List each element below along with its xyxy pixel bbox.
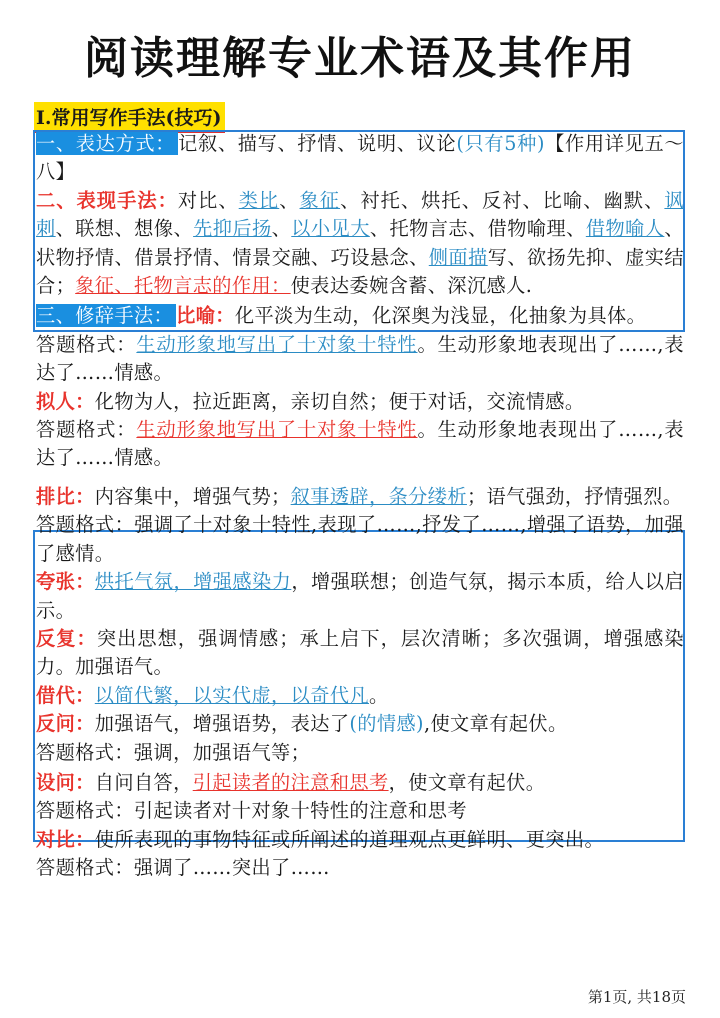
performance-heading: 二、表现手法：	[36, 188, 178, 212]
performance-techniques: 二、表现手法：对比、类比、象征、衬托、烘托、反衬、比喻、幽默、讽刺、联想、想像、先抑后扬、以小见大、托物言志、借物喻理、借物喻人、状物抒情、借景抒情、情景交融、巧设悬念、侧面描写、欲扬先抑、虚实结合；象征、托物言志的作用：使表达委婉含蓄、深沉感人.	[36, 188, 685, 298]
expression-heading: 一、表达方式：	[36, 132, 178, 155]
term-link: 讽刺	[36, 188, 684, 241]
section-heading: I.常用写作手法(技巧)	[34, 102, 225, 133]
symbol-effect-label: 象征、托物言志的作用：	[75, 274, 291, 298]
main-content	[36, 130, 684, 883]
rhetorical-question-item: 反问：加强语气，增强语势，表达了(的情感),使文章有起伏。	[36, 712, 568, 736]
term-link: 类比	[238, 188, 280, 212]
repetition-item: 反复：突出思想，强调情感；承上启下，层次清晰；多次强调，增强感染力。加强语气。	[36, 626, 685, 679]
metaphor-format: 答题格式：生动形象地写出了十对象十特性。生动形象地表现出了……,表达了……情感。	[36, 332, 685, 385]
question-answer-format: 答题格式：引起读者对十对象十特性的注意和思考	[36, 799, 467, 823]
metonymy-link: 以简代繁，以实代虚，以奇代凡	[94, 683, 369, 707]
hyperbole-link: 烘托气氛，增强感染力	[94, 570, 292, 594]
rhetorical-question-name: 反问：	[36, 712, 95, 736]
page-title: 阅读理解专业术语及其作用	[84, 33, 636, 84]
contrast-item: 对比：使所表现的事物特征或所阐述的道理观点更鲜明、更突出。	[36, 827, 605, 851]
metonymy-item: 借代：以简代繁，以实代虚，以奇代凡。	[36, 683, 389, 707]
expression-methods: 一、表达方式： 记叙、描写、抒情、说明、议论(只有5种)【作用详见五～八】	[36, 132, 684, 184]
format-link: 生动形象地写出了十对象十特性	[136, 418, 418, 442]
term-link: 象征	[299, 188, 341, 212]
metaphor-name: 比喻：	[176, 304, 235, 328]
hyperbole-name: 夸张：	[36, 570, 95, 594]
page-number: 第1页, 共18页	[587, 988, 686, 1006]
personification-format: 答题格式：生动形象地写出了十对象十特性。生动形象地表现出了……,表达了……情感。	[36, 418, 685, 470]
expression-note: (只有5种)	[456, 132, 545, 155]
parallelism-name: 排比：	[36, 484, 95, 508]
term-link: 侧面描	[428, 245, 488, 269]
hyperbole-item: 夸张：烘托气氛，增强感染力，增强联想；创造气氛，揭示本质，给人以启示。	[36, 570, 685, 622]
parallelism-link: 叙事透辟，条分缕析	[290, 484, 467, 508]
contrast-name: 对比：	[36, 827, 95, 851]
metaphor-item: 三、修辞手法： 比喻：化平淡为生动，化深奥为浅显，化抽象为具体。	[36, 304, 647, 328]
term-link: 以小见大	[291, 217, 370, 241]
term-link: 先抑后扬	[193, 217, 272, 241]
personification-name: 拟人：	[36, 389, 95, 413]
rhetorical-question-format: 答题格式：强调，加强语气等；	[36, 740, 311, 764]
rhetoric-heading: 三、修辞手法：	[36, 304, 176, 327]
term-link: 借物喻人	[585, 217, 665, 241]
metonymy-name: 借代：	[36, 683, 95, 707]
contrast-format: 答题格式：强调了……突出了……	[36, 856, 330, 880]
rhetorical-note: (的情感)	[349, 712, 424, 736]
question-answer-link: 引起读者的注意和思考	[192, 770, 389, 794]
format-link: 生动形象地写出了十对象十特性	[136, 332, 418, 356]
question-answer-item: 设问：自问自答，引起读者的注意和思考，使文章有起伏。	[36, 770, 546, 794]
repetition-name: 反复：	[36, 626, 97, 650]
personification-item: 拟人：化物为人，拉近距离，亲切自然；便于对话，交流情感。	[36, 389, 585, 413]
question-answer-name: 设问：	[36, 770, 95, 794]
parallelism-item: 排比：内容集中，增强气势；叙事透辟，条分缕析；语气强劲，抒情强烈。	[36, 484, 683, 508]
parallelism-format: 答题格式：强调了十对象十特性,表现了……,抒发了……,增强了语势，加强了感情。	[36, 513, 684, 565]
